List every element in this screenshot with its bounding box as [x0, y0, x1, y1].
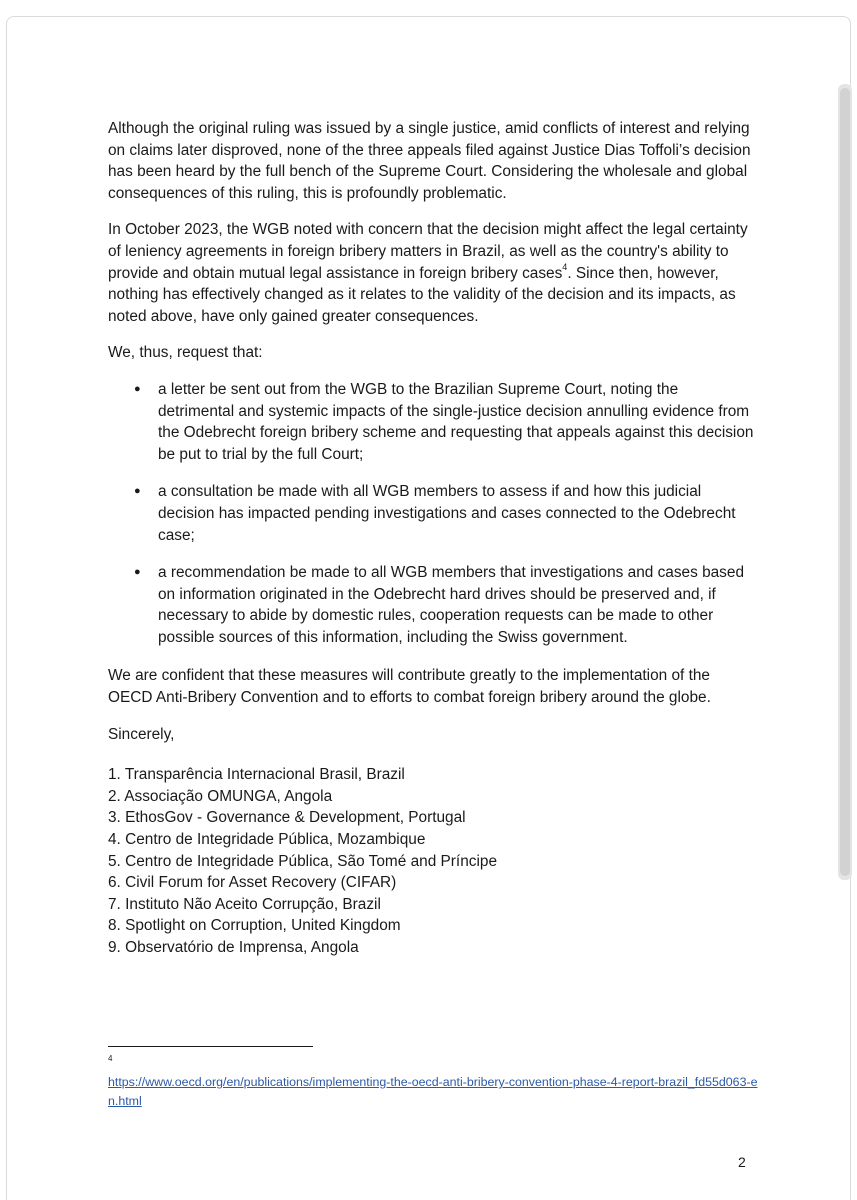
footnote-reference[interactable]: 4: [562, 262, 568, 273]
signatory-item: 6. Civil Forum for Asset Recovery (CIFAR): [108, 874, 397, 892]
paragraph-since-then: Since then, however, nothing has effectively changed as it relates to the validity of the decision and its impacts, as noted above, have only gained greater consequences.: [108, 264, 736, 325]
footnote-divider: [108, 1046, 313, 1047]
closing-paragraph: We are confident that these measures will contribute greatly to the implementation of the OECD Anti-Bribery Convention and to efforts to combat foreign bribery around the globe.: [108, 667, 711, 707]
footnote-link[interactable]: https://www.oecd.org/en/publications/implementing-the-oecd-anti-bribery-convention-phase-4-report-brazil_fd55d063-en.html: [108, 1075, 758, 1108]
request-item-letter: ● a letter be sent out from the WGB to the Brazilian Supreme Court, noting the detrimental and systemic impacts of the single-justice decision annulling evidence from the Odebrecht foreign bribery scheme and requesting that appeals against this decision be put to trial by the full Court;: [108, 379, 758, 465]
request-list: [108, 379, 758, 649]
footnote-number: 4: [108, 1054, 113, 1063]
request-intro: We, thus, request that:: [108, 344, 263, 362]
signatory-item: 5. Centro de Integridade Pública, São Tomé and Príncipe: [108, 852, 498, 870]
signatory-item: 3. EthosGov - Governance & Development, Portugal: [108, 809, 466, 827]
paragraph-appeals: Although the original ruling was issued by a single justice, amid conflicts of interest and relying on claims later disproved, none of the three appeals filed against Justice Dias Toffoli’s decision has been heard by the full bench of the Supreme Court. Considering the wholesale and global consequences of this ruling, this is profoundly problematic.: [108, 120, 751, 202]
vertical-scrollbar[interactable]: [838, 84, 852, 880]
signatory-item: 7. Instituto Não Aceito Corrupção, Brazil: [108, 895, 381, 913]
sign-off: Sincerely,: [108, 725, 175, 743]
document-body: [108, 118, 758, 959]
request-item-consultation: ● a consultation be made with all WGB members to assess if and how this judicial decision has impacted pending investigations and cases connected to the Odebrecht case;: [108, 481, 758, 546]
signatory-list: [108, 764, 758, 958]
signatory-item: 9. Observatório de Imprensa, Angola: [108, 939, 359, 956]
signatory-item: 2. Associação OMUNGA, Angola: [108, 787, 333, 805]
signatory-item: 8. Spotlight on Corruption, United Kingdom: [108, 917, 401, 935]
signatory-item: 1. Transparência Internacional Brasil, Brazil: [108, 766, 405, 784]
page-number: 2: [738, 1154, 746, 1170]
signatory-item: 4. Centro de Integridade Pública, Mozambique: [108, 831, 426, 849]
footnote-reference-trail: .: [567, 264, 572, 282]
scrollbar-thumb[interactable]: [840, 88, 850, 876]
request-item-recommendation: ● a recommendation be made to all WGB members that investigations and cases based on information originated in the Odebrecht hard drives should be preserved and, if necessary to abide by domestic rules, cooperation requests can be made to other possible sources of this information, including the Swiss government.: [108, 562, 758, 648]
paragraph-wgb-concern: [108, 219, 758, 327]
paragraph-wgb-concern-text: In October 2023, the WGB noted with concern that the decision might affect the legal certainty of leniency agreements in foreign bribery matters in Brazil, as well as the country's ability to provide and obtain mutual legal assistance in foreign bribery cases: [108, 221, 748, 282]
